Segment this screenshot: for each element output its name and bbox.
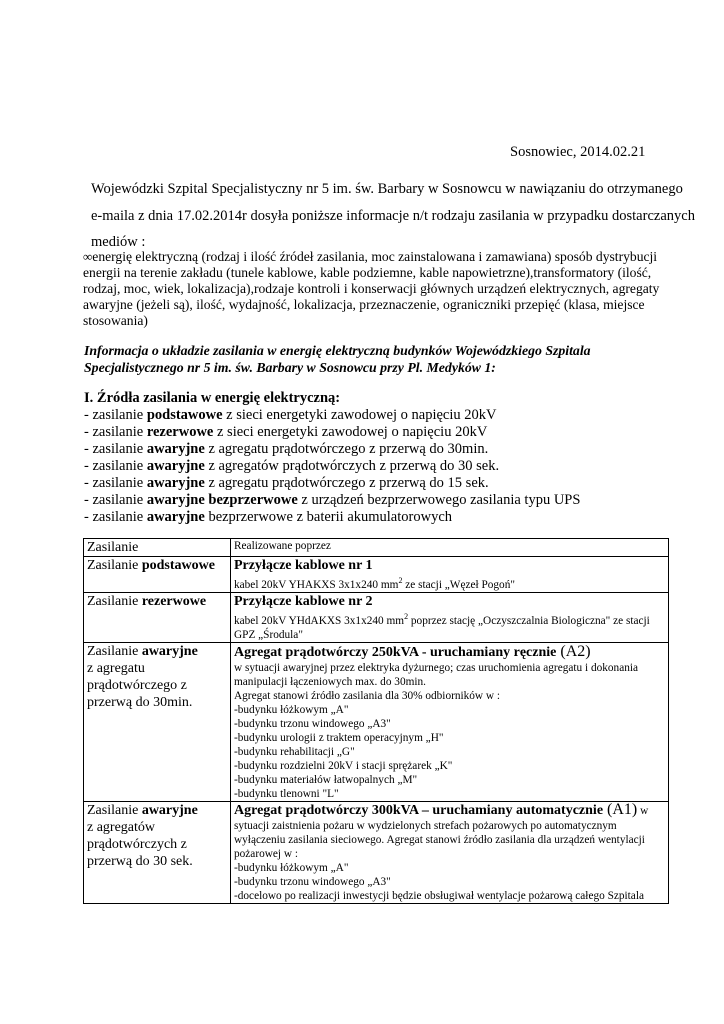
table-row [84, 642, 669, 801]
table-row [84, 557, 669, 593]
row1-cable: kabel 20kV YHAKXS 3x1x240 $mm^2$ ze stacji „Węzeł Pogoń" [234, 576, 515, 591]
document-date: Sosnowiec, 2014.02.21 [510, 144, 646, 160]
table-header-row [84, 539, 669, 557]
info-heading: Informacja o układzie zasilania w energię elektryczną budynków Wojewódzkiego Szpitala Specjalistycznego nr 5 im. św. Barbary w Sosnowcu przy Pl. Medyków 1: [84, 343, 591, 375]
infinity-icon: ∞ [83, 249, 93, 264]
table-header-realized: Realizowane poprzez [231, 539, 669, 557]
intro-line-3: mediów : [91, 234, 146, 250]
power-supply-table [83, 538, 669, 904]
row3-line: -budynku urologii z traktem operacyjnym „H" [234, 731, 444, 744]
row2-type: Zasilanie rezerwowe [84, 592, 231, 642]
row2-cable: kabel 20kV YHdAKXS 3x1x240 $mm^2$ poprzez stację „Oczyszczalnia Biologiczna" ze stacji GPZ „Środula" [234, 611, 650, 641]
row4-line: -budynku łóżkowym „A" [234, 861, 349, 874]
table-header-supply: Zasilanie [84, 539, 231, 557]
row3-line: -budynku rehabilitacji „G" [234, 745, 355, 758]
source-item: - zasilanie awaryjne z agregatu prądotwórczego z przerwą do 15 sek. [84, 475, 489, 491]
row3-line: -budynku tlenowni "L" [234, 787, 339, 800]
row4-intro: Agregat prądotwórczy 300kVA – uruchamiany automatycznie (A1) w sytuacji zaistnienia pożaru w wydzielonych strefach pożarowych po automatycznym wyłączeniu zasilania sieciowego. Agregat stanowi źródło zasilania dla urządzeń wentylacji pożarowej w : [234, 800, 649, 860]
table-row [84, 592, 669, 642]
row3-title: Agregat prądotwórczy 250kVA - uruchamiany ręcznie (A2) [234, 642, 591, 660]
row3-type: Zasilanie awaryjne z agregatu prądotwórczego z przerwą do 30min. [84, 642, 231, 801]
row2-detail [231, 592, 669, 642]
row4-detail [231, 801, 669, 903]
scope-text: energię elektryczną (rodzaj i ilość źródeł zasilania, moc zainstalowana i zamawiana) sposób dystrybucji energii na terenie zakładu (tunele kablowe, kable podziemne, kable napowietrzne),transformatory (ilość, rodzaj, moc, wiek, lokalizacja),rodzaje kontroli i konserwacji głównych urządzeń elektrycznych, agregaty awaryjne (jeżeli są), ilość, wydajność, lokalizacja, przeznaczenie, ograniczniki przepięć (klasa, miejsce stosowania) [83, 249, 660, 328]
source-item: - zasilanie awaryjne z agregatu prądotwórczego z przerwą do 30min. [84, 441, 489, 457]
sources-title: I. Źródła zasilania w energię elektryczną: [84, 390, 341, 406]
row3-line: -budynku trzonu windowego „A3" [234, 717, 391, 730]
row4-line: -budynku trzonu windowego „A3" [234, 875, 391, 888]
intro-line-2: e-maila z dnia 17.02.2014r dosyła poniższe informacje n/t rodzaju zasilania w przypadku dostarczanych [91, 208, 695, 224]
intro-line-1: Wojewódzki Szpital Specjalistyczny nr 5 im. św. Barbary w Sosnowcu w nawiązaniu do otrzymanego [91, 181, 683, 197]
row1-type: Zasilanie podstawowe [84, 557, 231, 593]
row3-line: Agregat stanowi źródło zasilania dla 30% odbiorników w : [234, 689, 501, 702]
source-item: - zasilanie awaryjne bezprzerwowe z baterii akumulatorowych [84, 509, 453, 525]
sources-list [84, 407, 580, 526]
row1-detail [231, 557, 669, 593]
source-item: - zasilanie awaryjne z agregatów prądotwórczych z przerwą do 30 sek. [84, 458, 500, 474]
row3-detail [231, 642, 669, 801]
row3-line: w sytuacji awaryjnej przez elektryka dyżurnego; czas uruchomienia agregatu i dokonania manipulacji łączeniowych max. do 30min. [234, 661, 639, 688]
row2-title: Przyłącze kablowe nr 2 [234, 593, 373, 609]
row4-line: -docelowo po realizacji inwestycji będzie obsługiwał wentylacje pożarową całego Szpitala [234, 889, 644, 902]
source-item: - zasilanie rezerwowe z sieci energetyki zawodowej o napięciu 20kV [84, 424, 488, 440]
source-item: - zasilanie podstawowe z sieci energetyki zawodowej o napięciu 20kV [84, 407, 497, 423]
row4-type: Zasilanie awaryjne z agregatów prądotwórczych z przerwą do 30 sek. [84, 801, 231, 903]
row3-line: -budynku rozdzielni 20kV i stacji sprężarek „K" [234, 759, 453, 772]
table-row [84, 801, 669, 903]
source-item: - zasilanie awaryjne bezprzerwowe z urządzeń bezprzerwowego zasilania typu UPS [84, 492, 581, 508]
row3-line: -budynku materiałów łatwopalnych „M" [234, 773, 418, 786]
row1-title: Przyłącze kablowe nr 1 [234, 558, 373, 573]
scope-paragraph [83, 249, 663, 329]
row3-line: -budynku łóżkowym „A" [234, 703, 349, 716]
